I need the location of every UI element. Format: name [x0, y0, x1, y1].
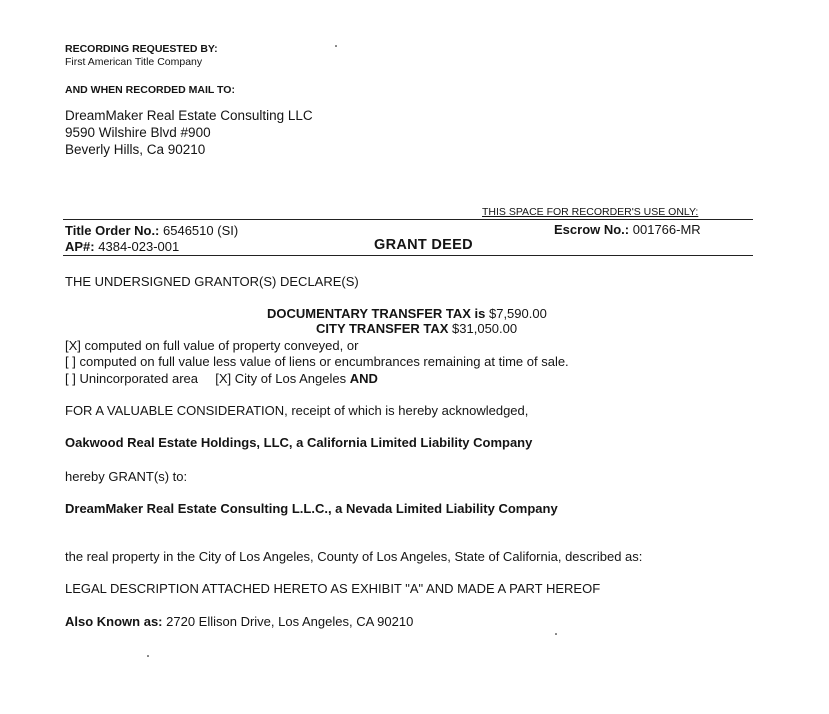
- grant-to-text: hereby GRANT(s) to:: [65, 469, 188, 484]
- title-order-value: 6546510 (SI): [163, 223, 239, 238]
- header-bottom-rule: [63, 255, 753, 256]
- header-top-rule: [63, 219, 753, 220]
- option-less-liens-text: computed on full value less value of liens or encumbrances remaining at time of sale.: [79, 354, 569, 369]
- apn-value: 4384-023-001: [98, 239, 180, 254]
- deed-title: GRANT DEED: [374, 237, 473, 253]
- checkbox-unchecked: [ ]: [65, 354, 76, 369]
- option-full-value-text: computed on full value of property conveyed, or: [84, 338, 359, 353]
- checkbox-unchecked: [ ]: [65, 371, 76, 386]
- option-and-text: AND: [349, 371, 378, 386]
- option-unincorporated-text: Unincorporated area: [79, 371, 198, 386]
- mail-to-label: AND WHEN RECORDED MAIL TO:: [65, 84, 235, 96]
- also-known-as-line: [65, 614, 413, 629]
- grantor-declaration: THE UNDERSIGNED GRANTOR(S) DECLARE(S): [65, 274, 359, 289]
- city-tax-label: CITY TRANSFER TAX: [316, 321, 449, 336]
- grantee-name: DreamMaker Real Estate Consulting L.L.C., a Nevada Limited Liability Company: [65, 501, 558, 516]
- property-description: the real property in the City of Los Angeles, County of Los Angeles, State of California, described as:: [65, 549, 643, 564]
- option-full-value: [65, 338, 358, 353]
- checkbox-checked: [X]: [65, 338, 81, 353]
- scan-speck: [147, 655, 149, 657]
- title-order-line: [65, 223, 238, 238]
- recording-requested-by: First American Title Company: [65, 56, 203, 68]
- option-city-text: City of Los Angeles: [234, 371, 347, 386]
- also-known-as-address: 2720 Ellison Drive, Los Angeles, CA 90210: [166, 614, 414, 629]
- also-known-as-label: Also Known as:: [65, 614, 163, 629]
- scan-speck: [335, 45, 337, 47]
- option-less-liens: [65, 354, 569, 369]
- mail-to-name: DreamMaker Real Estate Consulting LLC: [65, 108, 313, 123]
- escrow-line: [554, 222, 701, 237]
- checkbox-checked: [X]: [215, 371, 232, 386]
- mail-to-address-line2: Beverly Hills, Ca 90210: [65, 142, 206, 157]
- city-tax-line: [316, 321, 517, 336]
- legal-description: LEGAL DESCRIPTION ATTACHED HERETO AS EXHIBIT "A" AND MADE A PART HEREOF: [65, 581, 601, 596]
- city-tax-value: $31,050.00: [452, 321, 518, 336]
- apn-label: AP#:: [65, 239, 95, 254]
- escrow-value: 001766-MR: [632, 222, 701, 237]
- apn-line: [65, 239, 179, 254]
- documentary-tax-line: [267, 306, 547, 321]
- recording-requested-label: RECORDING REQUESTED BY:: [65, 43, 218, 55]
- mail-to-address-line1: 9590 Wilshire Blvd #900: [65, 125, 211, 140]
- documentary-tax-value: $7,590.00: [488, 306, 547, 321]
- documentary-tax-label: DOCUMENTARY TRANSFER TAX is: [267, 306, 486, 321]
- grantor-name: Oakwood Real Estate Holdings, LLC, a California Limited Liability Company: [65, 435, 533, 450]
- escrow-label: Escrow No.:: [554, 222, 630, 237]
- title-order-label: Title Order No.:: [65, 223, 160, 238]
- consideration-text: FOR A VALUABLE CONSIDERATION, receipt of which is hereby acknowledged,: [65, 403, 529, 418]
- recorder-space-label: THIS SPACE FOR RECORDER'S USE ONLY:: [482, 206, 699, 218]
- option-area: [65, 371, 378, 386]
- scan-speck: [555, 633, 557, 635]
